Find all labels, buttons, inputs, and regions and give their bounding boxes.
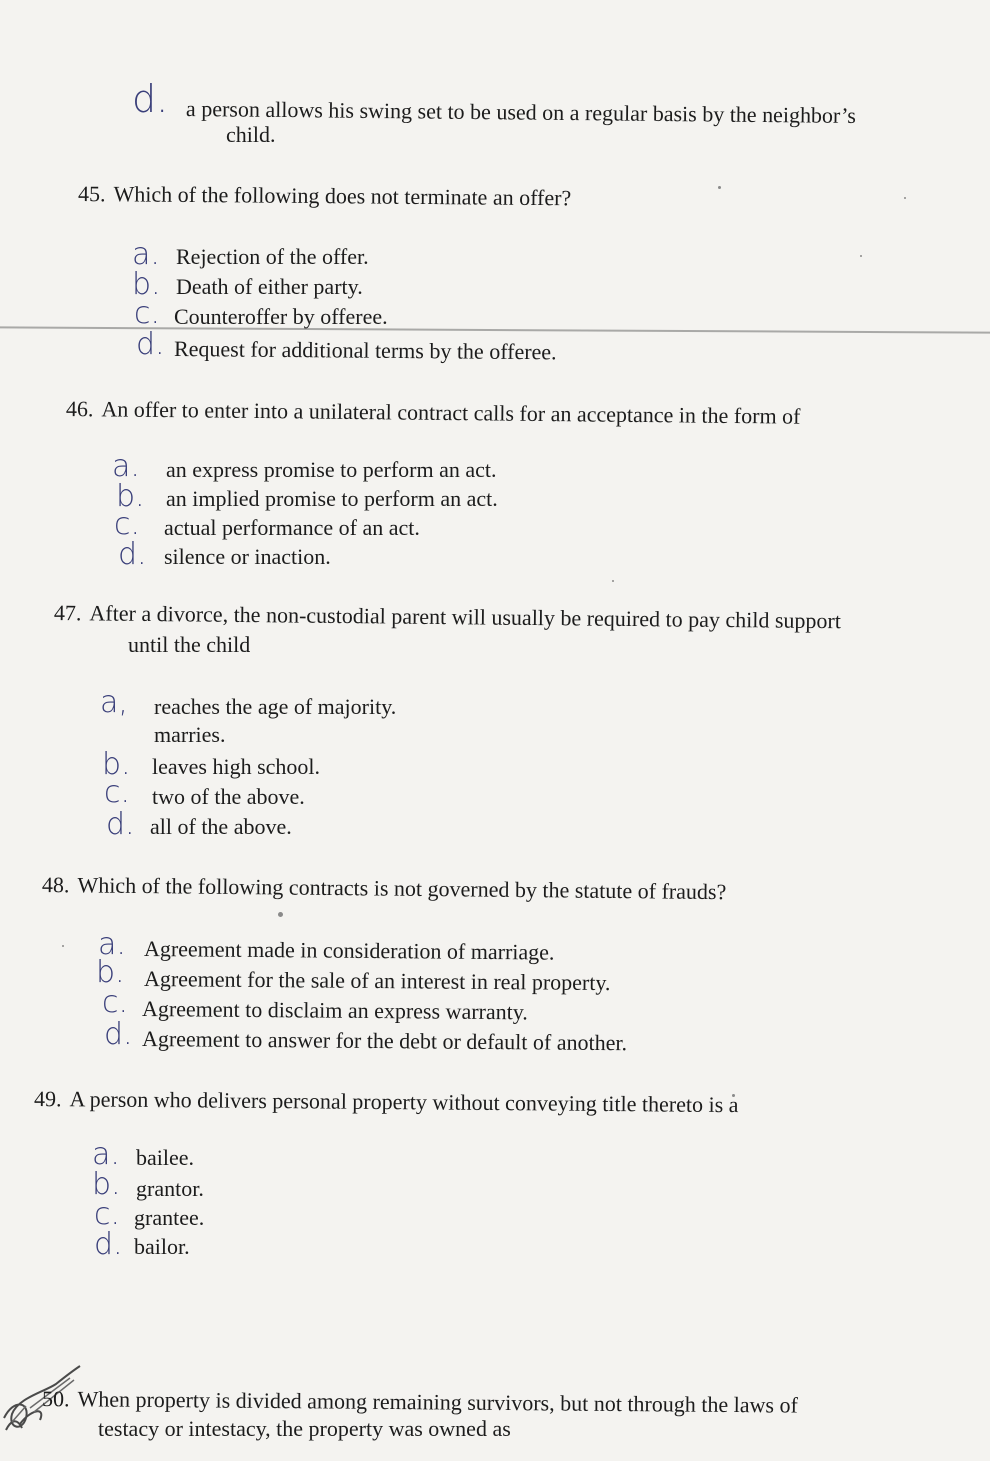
question-stem-continued: testacy or intestacy, the property was owned as [98,1416,511,1441]
option-text: Agreement to disclaim an express warranty. [141,996,528,1025]
question-number: 49. [33,1086,62,1112]
speck [278,912,283,917]
question-stem: An offer to enter into a unilateral contract calls for an acceptance in the form of [101,396,801,429]
option-text: an implied promise to perform an act. [166,486,498,511]
question-49 [34,1086,739,1118]
answer-letter-a: a. [98,927,126,962]
question-number: 47. [53,600,82,626]
question-48 [42,872,727,905]
question-stem-continued: until the child [128,632,251,657]
question-50 [42,1386,798,1419]
option-text: bailee. [136,1145,195,1170]
answer-letter-d: d. [132,77,169,121]
answer-letter-c: c. [102,985,129,1020]
option-text: Rejection of the offer. [176,244,369,269]
option-text: bailor. [134,1234,190,1259]
answer-letter-d: d. [118,537,147,572]
question-47 [54,600,841,634]
answer-letter-a: a. [92,1137,120,1172]
question-stem: After a divorce, the non-custodial parent will usually be required to pay child support [89,600,842,634]
speck [612,580,614,582]
question-number: 50. [41,1386,70,1412]
answer-letter-b: b. [102,747,131,782]
answer-letter-a: a. [112,449,140,484]
option-text: marries. [154,722,226,747]
question-46 [66,396,801,430]
option-text: Agreement to answer for the debt or default of another. [141,1026,628,1056]
option-text: an express promise to perform an act. [166,457,497,482]
answer-letter-a: a, [100,685,128,720]
option-text: reaches the age of majority. [154,694,397,719]
option-text: actual performance of an act. [164,515,420,540]
answer-letter-b: b. [92,1167,121,1202]
answer-letter-d: d. [106,807,135,842]
answer-letter-c: c. [114,507,141,542]
answer-letter-b: b. [116,479,145,514]
answer-letter-a: a. [132,237,160,272]
option-text: a person allows his swing set to be used on a regular basis by the neighbor’s [185,96,856,129]
option-text-continued: child. [226,122,276,147]
answer-letter-c: c. [104,775,131,810]
option-text: all of the above. [150,814,292,839]
answer-letter-c: c. [134,296,161,331]
option-text: grantor. [136,1176,204,1201]
option-text: Agreement for the sale of an interest in real property. [143,966,611,996]
speck [860,255,862,257]
question-stem: When property is divided among remaining survivors, but not through the laws of [77,1386,798,1418]
answer-letter-d: d. [104,1017,133,1052]
speck [718,186,721,189]
question-number: 48. [41,872,70,898]
option-text: Request for additional terms by the offeree. [173,336,557,365]
answer-letter-c: c. [94,1197,121,1232]
answer-letter-b: b. [96,955,125,990]
speck [62,945,64,947]
question-number: 46. [65,396,94,422]
option-text: Agreement made in consideration of marriage. [143,936,555,965]
answer-letter-d: d. [136,327,165,362]
question-45 [78,181,571,211]
answer-letter-d: d. [94,1227,123,1262]
question-stem: A person who delivers personal property without conveying title thereto is a [69,1086,739,1118]
option-text: silence or inaction. [164,544,331,569]
question-number: 45. [77,181,106,207]
option-text: Death of either party. [176,274,363,299]
option-text: leaves high school. [152,754,321,779]
option-text: grantee. [134,1205,205,1230]
speck [904,197,906,199]
option-text: two of the above. [152,784,305,809]
question-stem: Which of the following contracts is not governed by the statute of frauds? [77,872,727,905]
option-text: Counteroffer by offeree. [174,304,388,329]
answer-letter-b: b. [132,267,161,302]
question-stem: Which of the following does not terminate an offer? [113,181,572,211]
